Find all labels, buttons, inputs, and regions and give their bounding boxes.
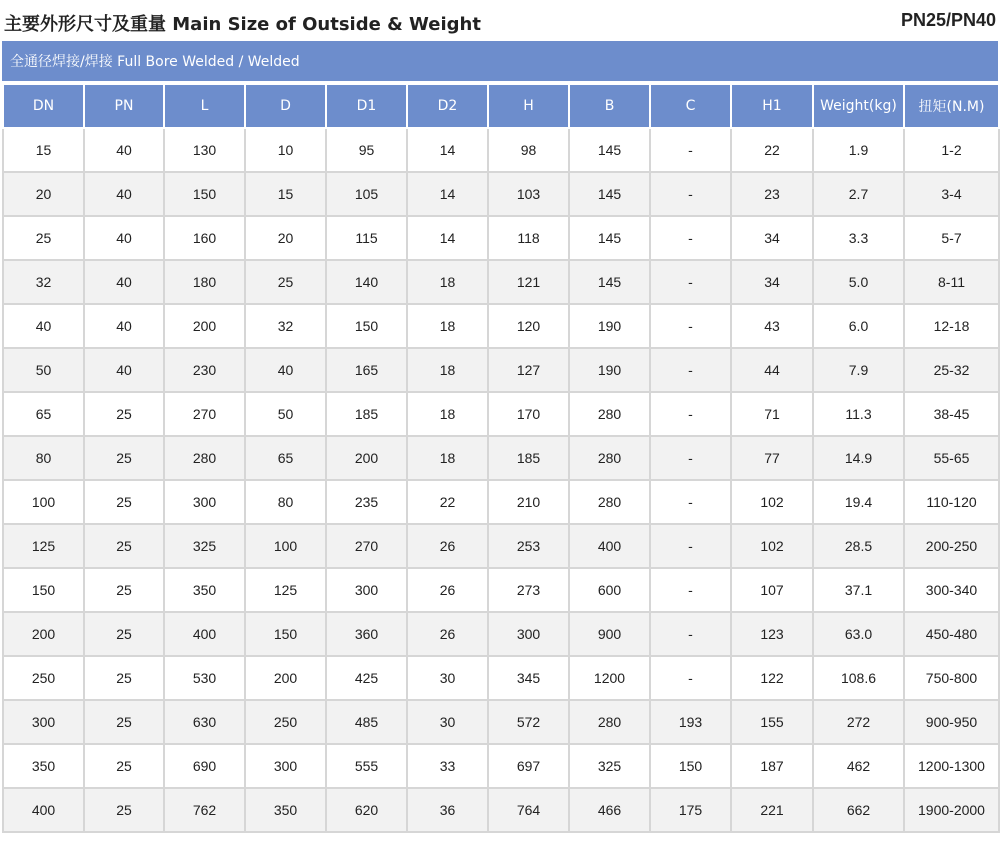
size-weight-table (2, 83, 1000, 833)
table-row (3, 524, 999, 568)
table-cell: 193 (650, 700, 731, 744)
table-cell: 235 (326, 480, 407, 524)
table-cell: 25 (84, 612, 164, 656)
table-body (3, 128, 999, 832)
table-cell: 250 (245, 700, 326, 744)
table-row (3, 744, 999, 788)
table-cell: 620 (326, 788, 407, 832)
table-cell: 65 (245, 436, 326, 480)
table-cell: 280 (569, 480, 650, 524)
column-header: Weight(kg) (813, 84, 904, 128)
table-cell: 10 (245, 128, 326, 172)
table-cell: 145 (569, 128, 650, 172)
table-cell: 200 (245, 656, 326, 700)
table-cell: 26 (407, 612, 488, 656)
table-cell: 25-32 (904, 348, 999, 392)
table-cell: 360 (326, 612, 407, 656)
table-cell: 120 (488, 304, 569, 348)
table-row (3, 480, 999, 524)
table-cell: 253 (488, 524, 569, 568)
table-cell: 1200-1300 (904, 744, 999, 788)
table-cell: 44 (731, 348, 813, 392)
table-cell: 6.0 (813, 304, 904, 348)
table-cell: 71 (731, 392, 813, 436)
table-row (3, 260, 999, 304)
table-cell: 662 (813, 788, 904, 832)
table-row (3, 128, 999, 172)
table-cell: 200 (3, 612, 84, 656)
table-cell: - (650, 128, 731, 172)
table-cell: 127 (488, 348, 569, 392)
table-cell: 600 (569, 568, 650, 612)
table-cell: 40 (84, 216, 164, 260)
table-cell: 190 (569, 304, 650, 348)
table-cell: - (650, 260, 731, 304)
table-cell: 462 (813, 744, 904, 788)
table-cell: 32 (3, 260, 84, 304)
table-cell: 122 (731, 656, 813, 700)
column-header: D2 (407, 84, 488, 128)
table-cell: 15 (245, 172, 326, 216)
table-cell: 25 (84, 436, 164, 480)
size-weight-table-container (2, 41, 998, 833)
table-row (3, 612, 999, 656)
table-cell: - (650, 216, 731, 260)
table-cell: 18 (407, 348, 488, 392)
table-cell: 80 (3, 436, 84, 480)
table-cell: 400 (164, 612, 245, 656)
table-cell: 103 (488, 172, 569, 216)
table-cell: 140 (326, 260, 407, 304)
table-cell: 1-2 (904, 128, 999, 172)
table-cell: 155 (731, 700, 813, 744)
table-cell: 300 (488, 612, 569, 656)
table-cell: 118 (488, 216, 569, 260)
table-cell: 33 (407, 744, 488, 788)
table-cell: 3-4 (904, 172, 999, 216)
table-cell: 555 (326, 744, 407, 788)
table-cell: 345 (488, 656, 569, 700)
table-cell: 100 (245, 524, 326, 568)
table-cell: 150 (164, 172, 245, 216)
table-cell: 272 (813, 700, 904, 744)
page-title: 主要外形尺寸及重量 Main Size of Outside & Weight (4, 14, 481, 35)
pressure-rating: PN25/PN40 (900, 10, 996, 30)
table-cell: 25 (84, 524, 164, 568)
table-cell: 63.0 (813, 612, 904, 656)
table-cell: 572 (488, 700, 569, 744)
table-cell: 165 (326, 348, 407, 392)
table-cell: 102 (731, 524, 813, 568)
table-cell: 12-18 (904, 304, 999, 348)
table-row (3, 700, 999, 744)
table-cell: 270 (164, 392, 245, 436)
table-cell: 28.5 (813, 524, 904, 568)
column-header: C (650, 84, 731, 128)
table-cell: 25 (84, 700, 164, 744)
table-cell: 102 (731, 480, 813, 524)
table-cell: 14 (407, 172, 488, 216)
table-cell: 18 (407, 304, 488, 348)
table-cell: 762 (164, 788, 245, 832)
table-cell: 115 (326, 216, 407, 260)
table-cell: 280 (569, 700, 650, 744)
table-cell: 150 (326, 304, 407, 348)
table-cell: 697 (488, 744, 569, 788)
table-cell: 150 (650, 744, 731, 788)
table-cell: 18 (407, 392, 488, 436)
table-cell: 145 (569, 216, 650, 260)
table-cell: 11.3 (813, 392, 904, 436)
column-header: D (245, 84, 326, 128)
column-header: D1 (326, 84, 407, 128)
table-cell: 170 (488, 392, 569, 436)
table-cell: 175 (650, 788, 731, 832)
table-row (3, 568, 999, 612)
table-cell: 300 (245, 744, 326, 788)
table-cell: 630 (164, 700, 245, 744)
table-cell: 25 (84, 788, 164, 832)
table-row (3, 392, 999, 436)
table-cell: 400 (3, 788, 84, 832)
table-cell: 273 (488, 568, 569, 612)
table-cell: 280 (569, 436, 650, 480)
table-cell: 764 (488, 788, 569, 832)
table-cell: 26 (407, 524, 488, 568)
table-cell: 65 (3, 392, 84, 436)
table-cell: 1200 (569, 656, 650, 700)
table-cell: 20 (3, 172, 84, 216)
table-cell: - (650, 436, 731, 480)
table-cell: 40 (84, 348, 164, 392)
table-cell: 107 (731, 568, 813, 612)
table-cell: 40 (84, 172, 164, 216)
table-header-row (3, 84, 999, 128)
table-cell: 280 (164, 436, 245, 480)
table-cell: 250 (3, 656, 84, 700)
table-cell: 210 (488, 480, 569, 524)
table-cell: 40 (3, 304, 84, 348)
table-cell: 34 (731, 216, 813, 260)
table-cell: 14.9 (813, 436, 904, 480)
table-cell: 100 (3, 480, 84, 524)
table-cell: 25 (84, 568, 164, 612)
table-cell: 77 (731, 436, 813, 480)
table-cell: 350 (3, 744, 84, 788)
table-cell: 105 (326, 172, 407, 216)
table-cell: 25 (245, 260, 326, 304)
table-cell: - (650, 392, 731, 436)
table-cell: 200-250 (904, 524, 999, 568)
table-cell: 38-45 (904, 392, 999, 436)
table-cell: 485 (326, 700, 407, 744)
table-cell: 123 (731, 612, 813, 656)
table-cell: - (650, 348, 731, 392)
table-cell: 95 (326, 128, 407, 172)
table-row (3, 348, 999, 392)
table-cell: 185 (326, 392, 407, 436)
table-cell: 350 (245, 788, 326, 832)
table-cell: 26 (407, 568, 488, 612)
table-cell: 350 (164, 568, 245, 612)
table-cell: 8-11 (904, 260, 999, 304)
table-cell: 15 (3, 128, 84, 172)
table-cell: 22 (407, 480, 488, 524)
table-cell: 180 (164, 260, 245, 304)
table-cell: 25 (84, 744, 164, 788)
table-cell: 750-800 (904, 656, 999, 700)
table-cell: 25 (84, 656, 164, 700)
table-cell: 150 (3, 568, 84, 612)
table-cell: 30 (407, 656, 488, 700)
table-subtitle: 全通径焊接/焊接 Full Bore Welded / Welded (2, 41, 998, 83)
table-cell: 18 (407, 436, 488, 480)
table-cell: 280 (569, 392, 650, 436)
table-cell: 19.4 (813, 480, 904, 524)
table-cell: - (650, 524, 731, 568)
table-cell: 300 (164, 480, 245, 524)
column-header: H1 (731, 84, 813, 128)
table-row (3, 656, 999, 700)
table-cell: 2.7 (813, 172, 904, 216)
table-cell: 36 (407, 788, 488, 832)
table-row (3, 172, 999, 216)
table-cell: 900 (569, 612, 650, 656)
table-cell: 185 (488, 436, 569, 480)
table-row (3, 436, 999, 480)
table-cell: 300-340 (904, 568, 999, 612)
table-cell: 145 (569, 260, 650, 304)
table-cell: 25 (84, 480, 164, 524)
table-cell: 80 (245, 480, 326, 524)
table-cell: 300 (326, 568, 407, 612)
table-cell: 160 (164, 216, 245, 260)
table-cell: 110-120 (904, 480, 999, 524)
table-cell: 22 (731, 128, 813, 172)
table-cell: 3.3 (813, 216, 904, 260)
table-cell: 325 (164, 524, 245, 568)
table-cell: 30 (407, 700, 488, 744)
table-cell: - (650, 568, 731, 612)
column-header: L (164, 84, 245, 128)
table-cell: 40 (245, 348, 326, 392)
table-cell: 50 (3, 348, 84, 392)
table-cell: 20 (245, 216, 326, 260)
table-cell: 450-480 (904, 612, 999, 656)
table-cell: - (650, 172, 731, 216)
table-cell: 43 (731, 304, 813, 348)
table-cell: 125 (245, 568, 326, 612)
table-cell: 1.9 (813, 128, 904, 172)
table-cell: 50 (245, 392, 326, 436)
table-cell: 145 (569, 172, 650, 216)
table-cell: 25 (3, 216, 84, 260)
table-cell: 34 (731, 260, 813, 304)
table-cell: 221 (731, 788, 813, 832)
table-cell: 190 (569, 348, 650, 392)
column-header: DN (3, 84, 84, 128)
table-cell: 530 (164, 656, 245, 700)
page-header (0, 0, 1000, 40)
table-cell: 230 (164, 348, 245, 392)
table-row (3, 304, 999, 348)
table-cell: 187 (731, 744, 813, 788)
table-cell: 55-65 (904, 436, 999, 480)
table-cell: 200 (326, 436, 407, 480)
table-cell: 425 (326, 656, 407, 700)
table-cell: 466 (569, 788, 650, 832)
table-cell: - (650, 480, 731, 524)
table-cell: 1900-2000 (904, 788, 999, 832)
table-row (3, 788, 999, 832)
table-cell: 14 (407, 128, 488, 172)
table-cell: 5.0 (813, 260, 904, 304)
table-cell: 18 (407, 260, 488, 304)
table-cell: - (650, 612, 731, 656)
table-cell: 150 (245, 612, 326, 656)
table-cell: 325 (569, 744, 650, 788)
column-header: 扭矩(N.M) (904, 84, 999, 128)
column-header: B (569, 84, 650, 128)
table-cell: 900-950 (904, 700, 999, 744)
table-cell: 5-7 (904, 216, 999, 260)
table-cell: 121 (488, 260, 569, 304)
table-cell: 200 (164, 304, 245, 348)
table-cell: 98 (488, 128, 569, 172)
table-cell: 25 (84, 392, 164, 436)
table-cell: 690 (164, 744, 245, 788)
table-cell: 130 (164, 128, 245, 172)
table-cell: 40 (84, 128, 164, 172)
table-cell: 14 (407, 216, 488, 260)
table-cell: 40 (84, 304, 164, 348)
table-cell: 37.1 (813, 568, 904, 612)
table-cell: - (650, 304, 731, 348)
table-cell: - (650, 656, 731, 700)
table-cell: 270 (326, 524, 407, 568)
table-cell: 108.6 (813, 656, 904, 700)
table-cell: 300 (3, 700, 84, 744)
column-header: PN (84, 84, 164, 128)
table-cell: 7.9 (813, 348, 904, 392)
column-header: H (488, 84, 569, 128)
table-cell: 400 (569, 524, 650, 568)
table-cell: 23 (731, 172, 813, 216)
table-cell: 125 (3, 524, 84, 568)
table-cell: 32 (245, 304, 326, 348)
table-cell: 40 (84, 260, 164, 304)
table-row (3, 216, 999, 260)
